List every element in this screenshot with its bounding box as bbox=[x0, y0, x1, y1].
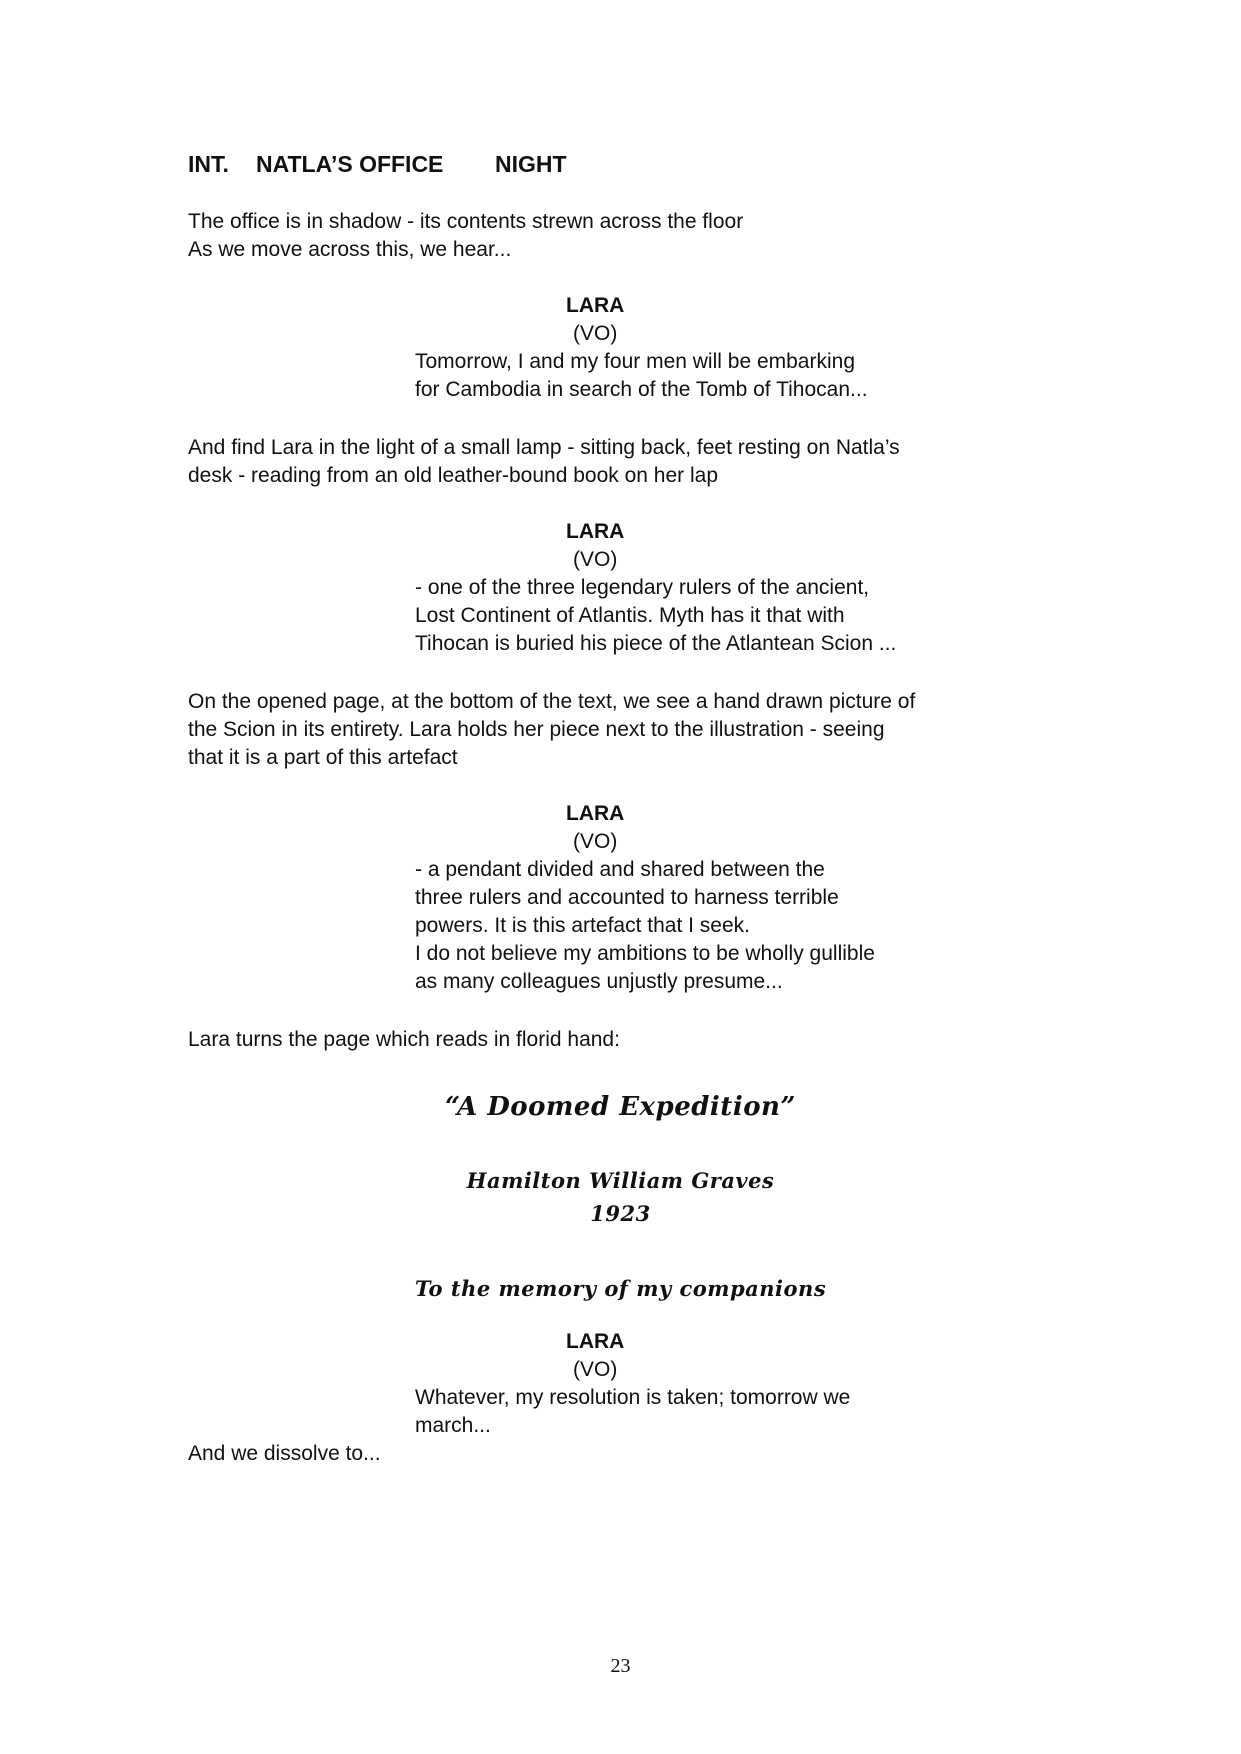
action-line: that it is a part of this artefact bbox=[188, 746, 458, 769]
action-line: The office is in shadow - its contents strewn across the floor bbox=[188, 210, 744, 233]
character-name: LARA bbox=[566, 802, 625, 825]
dialogue-line: Lost Continent of Atlantis. Myth has it that with bbox=[415, 604, 845, 627]
character-name: LARA bbox=[566, 1330, 625, 1353]
book-year: 1923 bbox=[590, 1201, 651, 1226]
dialogue-line: as many colleagues unjustly presume... bbox=[415, 970, 783, 993]
dialogue-line: Tihocan is buried his piece of the Atlantean Scion ... bbox=[415, 632, 897, 655]
book-author: Hamilton William Graves bbox=[466, 1168, 775, 1193]
action-line: the Scion in its entirety. Lara holds her piece next to the illustration - seeing bbox=[188, 718, 885, 741]
action-line: On the opened page, at the bottom of the text, we see a hand drawn picture of bbox=[188, 690, 916, 713]
dialogue-line: for Cambodia in search of the Tomb of Tihocan... bbox=[415, 378, 868, 401]
book-title: “A Doomed Expedition” bbox=[445, 1092, 796, 1122]
dialogue-line: powers. It is this artefact that I seek. bbox=[415, 914, 750, 937]
scene-heading bbox=[0, 150, 1241, 180]
dialogue-line: Whatever, my resolution is taken; tomorrow we bbox=[415, 1386, 851, 1409]
action-line: desk - reading from an old leather-bound book on her lap bbox=[188, 464, 719, 487]
dialogue-line: - a pendant divided and shared between the bbox=[415, 858, 825, 881]
page-number: 23 bbox=[610, 1655, 631, 1677]
dialogue-line: march... bbox=[415, 1414, 491, 1437]
character-name: LARA bbox=[566, 520, 625, 543]
parenthetical: (VO) bbox=[573, 830, 618, 853]
parenthetical: (VO) bbox=[573, 322, 618, 345]
parenthetical: (VO) bbox=[573, 548, 618, 571]
parenthetical: (VO) bbox=[573, 1358, 618, 1381]
book-dedication: To the memory of my companions bbox=[414, 1276, 827, 1301]
dialogue-line: I do not believe my ambitions to be wholly gullible bbox=[415, 942, 875, 965]
dialogue-line: Tomorrow, I and my four men will be embarking bbox=[415, 350, 856, 373]
scene-heading-location: NATLA’S OFFICE bbox=[256, 151, 444, 177]
action-line: And we dissolve to... bbox=[188, 1442, 381, 1465]
dialogue-line: - one of the three legendary rulers of the ancient, bbox=[415, 576, 870, 599]
action-line: As we move across this, we hear... bbox=[188, 238, 512, 261]
action-line: And find Lara in the light of a small lamp - sitting back, feet resting on Natla’s bbox=[188, 436, 900, 459]
scene-heading-int: INT. bbox=[188, 151, 229, 177]
character-name: LARA bbox=[566, 294, 625, 317]
scene-heading-time: NIGHT bbox=[495, 151, 567, 177]
action-line: Lara turns the page which reads in florid hand: bbox=[188, 1028, 620, 1051]
dialogue-line: three rulers and accounted to harness terrible bbox=[415, 886, 839, 909]
